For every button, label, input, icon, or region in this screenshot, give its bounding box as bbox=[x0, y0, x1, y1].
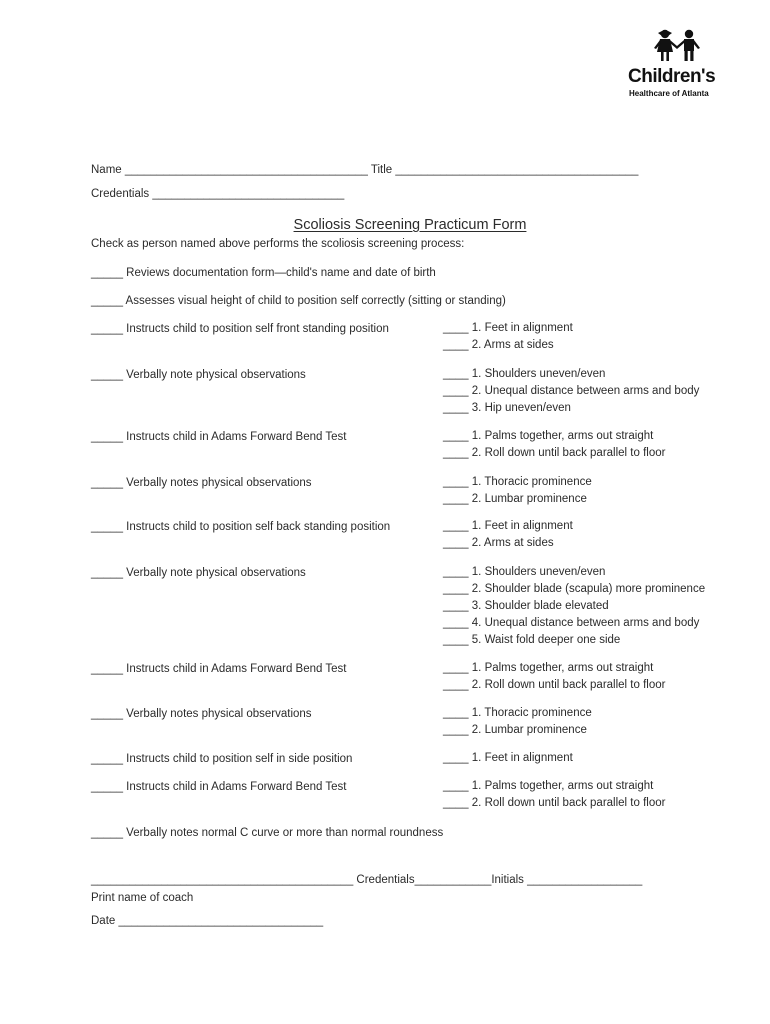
step-item[interactable]: _____ Verbally notes physical observations bbox=[91, 477, 312, 489]
sub-item[interactable]: ____ 1. Feet in alignment bbox=[443, 752, 573, 764]
sub-item[interactable]: ____ 3. Hip uneven/even bbox=[443, 402, 571, 414]
step-sub-list bbox=[443, 428, 665, 462]
sub-item[interactable]: ____ 1. Thoracic prominence bbox=[443, 707, 592, 719]
sub-item[interactable]: ____ 2. Lumbar prominence bbox=[443, 724, 587, 736]
step-item[interactable]: _____ Verbally note physical observations bbox=[91, 567, 306, 579]
sub-item[interactable]: ____ 2. Arms at sides bbox=[443, 537, 554, 549]
sub-item[interactable]: ____ 2. Arms at sides bbox=[443, 339, 554, 351]
sub-item[interactable]: ____ 1. Feet in alignment bbox=[443, 322, 573, 334]
step-sub-list bbox=[443, 564, 705, 649]
coach-signature-line[interactable]: _________________________________________ Credentials____________Initials __________________ bbox=[91, 874, 643, 886]
step-item[interactable]: _____ Assesses visual height of child to position self correctly (sitting or standing) bbox=[91, 295, 506, 307]
sub-item[interactable]: ____ 5. Waist fold deeper one side bbox=[443, 634, 621, 646]
sub-item[interactable]: ____ 2. Shoulder blade (scapula) more prominence bbox=[443, 583, 706, 595]
form-title: Scoliosis Screening Practicum Form bbox=[293, 217, 527, 233]
step-item[interactable]: _____ Verbally notes physical observations bbox=[91, 708, 312, 720]
sub-item[interactable]: ____ 2. Unequal distance between arms and body bbox=[443, 385, 700, 397]
step-item[interactable]: _____ Instructs child to position self back standing position bbox=[91, 521, 391, 533]
step-item[interactable]: _____ Instructs child in Adams Forward Bend Test bbox=[91, 431, 347, 443]
credentials-field-line[interactable]: Credentials ______________________________ bbox=[91, 188, 345, 200]
sub-item[interactable]: ____ 1. Palms together, arms out straight bbox=[443, 430, 654, 442]
step-item[interactable]: _____ Instructs child to position self front standing position bbox=[91, 323, 389, 335]
step-sub-list bbox=[443, 320, 573, 354]
sub-item[interactable]: ____ 3. Shoulder blade elevated bbox=[443, 600, 609, 612]
step-sub-list bbox=[443, 705, 592, 739]
step-sub-list bbox=[443, 750, 573, 767]
step-item[interactable]: _____ Reviews documentation form—child's name and date of birth bbox=[91, 267, 436, 279]
logo-name: Children's bbox=[628, 66, 716, 87]
step-item[interactable]: _____ Instructs child in Adams Forward Bend Test bbox=[91, 663, 347, 675]
sub-item[interactable]: ____ 2. Lumbar prominence bbox=[443, 493, 587, 505]
sub-item[interactable]: ____ 2. Roll down until back parallel to floor bbox=[443, 447, 666, 459]
step-item[interactable]: _____ Verbally note physical observations bbox=[91, 369, 306, 381]
step-item[interactable]: _____ Instructs child in Adams Forward Bend Test bbox=[91, 781, 347, 793]
sub-item[interactable]: ____ 1. Thoracic prominence bbox=[443, 476, 592, 488]
step-sub-list bbox=[443, 474, 592, 508]
step-sub-list bbox=[443, 660, 665, 694]
step-sub-list bbox=[443, 518, 573, 552]
date-field-line[interactable]: Date ________________________________ bbox=[91, 915, 324, 927]
sub-item[interactable]: ____ 1. Shoulders uneven/even bbox=[443, 566, 606, 578]
sub-item[interactable]: ____ 1. Shoulders uneven/even bbox=[443, 368, 606, 380]
step-item[interactable]: _____ Instructs child to position self in side position bbox=[91, 753, 353, 765]
sub-item[interactable]: ____ 1. Palms together, arms out straight bbox=[443, 780, 654, 792]
form-instruction: Check as person named above performs the scoliosis screening process: bbox=[91, 238, 465, 250]
step-sub-list bbox=[443, 366, 699, 417]
step-sub-list bbox=[443, 778, 665, 812]
sub-item[interactable]: ____ 1. Palms together, arms out straight bbox=[443, 662, 654, 674]
logo-subtitle: Healthcare of Atlanta bbox=[629, 89, 709, 98]
sub-item[interactable]: ____ 2. Roll down until back parallel to floor bbox=[443, 679, 666, 691]
sub-item[interactable]: ____ 4. Unequal distance between arms and body bbox=[443, 617, 700, 629]
sub-item[interactable]: ____ 1. Feet in alignment bbox=[443, 520, 573, 532]
print-name-label: Print name of coach bbox=[91, 892, 194, 904]
name-title-field-line[interactable]: Name ______________________________________ Title ______________________________________ bbox=[91, 164, 639, 176]
children-figures-icon bbox=[653, 28, 701, 62]
sub-item[interactable]: ____ 2. Roll down until back parallel to floor bbox=[443, 797, 666, 809]
step-item[interactable]: _____ Verbally notes normal C curve or more than normal roundness bbox=[91, 827, 444, 839]
